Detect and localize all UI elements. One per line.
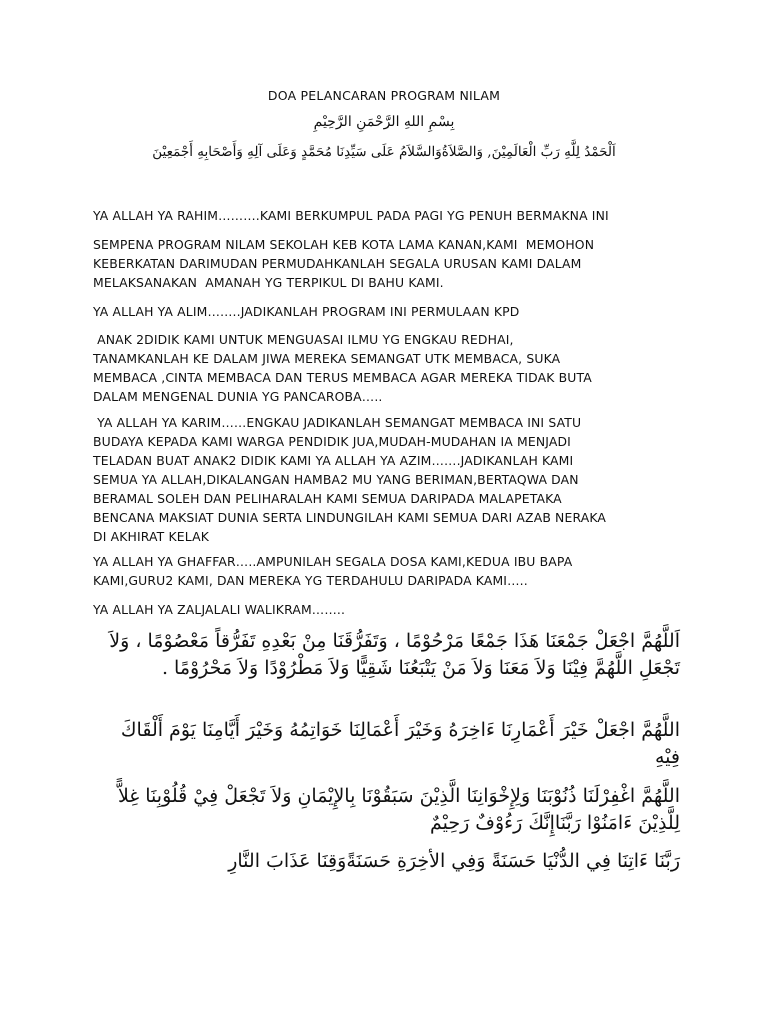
paragraph-ya-allah-ya-ghaffar: YA ALLAH YA GHAFFAR…..AMPUNILAH SEGALA DOSA KAMI,KEDUA IBU BAPA KAMI,GURU2 KAMI, DAN MEREKA YG TERDAHULU DARIPADA KAMI…..: [93, 554, 573, 588]
paragraph-ya-allah-ya-alim: YA ALLAH YA ALIM……..JADIKANLAH PROGRAM INI PERMULAAN KPD: [93, 304, 520, 319]
paragraph-ya-allah-ya-karim: YA ALLAH YA KARIM……ENGKAU JADIKANLAH SEMANGAT MEMBACA INI SATU BUDAYA KEPADA KAMI WARGA PENDIDIK JUA,MUDAH-MUDAHAN IA MENJADI TELADAN BUAT ANAK2 DIDIK KAMI YA ALLAH YA AZIM…….JADIKANLAH KAMI SEMUA YA ALLAH,DIKALANGAN HAMBA2 MU YANG BERIMAN,BERTAQWA DAN BERAMAL SOLEH DAN PELIHARALAH KAMI SEMUA DARIPADA MALAPETAKA BENCANA MAKSIAT DUNIA SERTA LINDUNGILAH KAMI SEMUA DARI AZAB NERAKA DI AKHIRAT KELAK: [93, 415, 607, 544]
paragraph-anak-didik: ANAK 2DIDIK KAMI UNTUK MENGUASAI ILMU YG ENGKAU REDHAI, TANAMKANLAH KE DALAM JIWA MEREKA SEMANGAT UTK MEMBACA, SUKA MEMBACA ,CINTA MEMBACA DAN TERUS MEMBACA AGAR MEREKA TIDAK BUTA DALAM MENGENAL DUNIA YG PANCAROBA…..: [93, 332, 592, 404]
arabic-prayer-gathering: اَللَّهُمَّ اجْعَلْ جَمْعَنَا هَذَا جَمْعًا مَرْحُوْمًا ، وَتَفَرُّقَنَا مِنْ بَعْدِهِ تَفَرُّقاً مَعْصُوْمًا ، وَلاَ تَجْعَلِ اللَّهُمَّ فِيْنَا وَلاَ مَعَنَا وَلاَ مَنْ يَتْبَعُنَا شَقِيًّا وَلاَ مَطْرُوْدًا وَلاَ مَحْرُوْمًا .: [109, 630, 680, 679]
arabic-prayer-forgiveness: اللَّهُمَّ اغْفِرْلَنَا ذُنُوْبَنَا وَلِإِخْوَانِنَا الَّذِيْنَ سَبَقُوْنَا بِالإِيْمَانِ وَلاَ تَجْعَلْ فِيْ قُلُوْبِنَا غِلاًّ لِلَّذِيْنَ ءَامَنُوْا رَبَّنَاإِنَّكَ رَءُوْفٌ رَحِيْمٌ: [117, 785, 680, 834]
paragraph-sempena-program: SEMPENA PROGRAM NILAM SEKOLAH KEB KOTA LAMA KANAN,KAMI MEMOHON KEBERKATAN DARIMUDAN PERMUDAHKANLAH SEGALA URUSAN KAMI DALAM MELAKSANAKAN AMANAH YG TERPIKUL DI BAHU KAMI.: [93, 237, 595, 290]
arabic-prayer-rabbana-atina: رَبَّنَا ءَاتِنَا فِي الدُّنْيَا حَسَنَةً وَفِي الأخِرَةِ حَسَنَةًوَقِنَا عَذَابَ النَّارِ: [228, 850, 680, 872]
paragraph-ya-allah-ya-rahim: YA ALLAH YA RAHIM……….KAMI BERKUMPUL PADA PAGI YG PENUH BERMAKNA INI: [93, 208, 609, 223]
basmalah: بِسْمِ اللهِ الرَّحْمَنِ الرَّحِيْمِ: [313, 114, 455, 130]
paragraph-ya-allah-ya-zaljalali: YA ALLAH YA ZALJALALI WALIKRAM……..: [93, 602, 346, 617]
arabic-prayer-best-life: اللَّهُمَّ اجْعَلْ خَيْرَ أَعْمَارِنَا ءَاخِرَهُ وَخَيْرَ أَعْمَالِنَا خَوَاتِمُهُ وَخَيْرَ أَيَّامِنَا يَوْمَ أَلْقَاكَ فِيْهِ: [120, 719, 680, 768]
document-title: DOA PELANCARAN PROGRAM NILAM: [267, 88, 501, 103]
opening-praise: اَلْحَمْدُ لِلَّهِ رَبِّ الْعَالَمِيْنَ, وَالصَّلاَةُوَالسَّلاَمُ عَلَى سَيِّدِنَا مُحَمَّدٍ وَعَلَى آلِهِ وَأَصْحَابِهِ أَجْمَعِيْنَ: [152, 144, 616, 160]
